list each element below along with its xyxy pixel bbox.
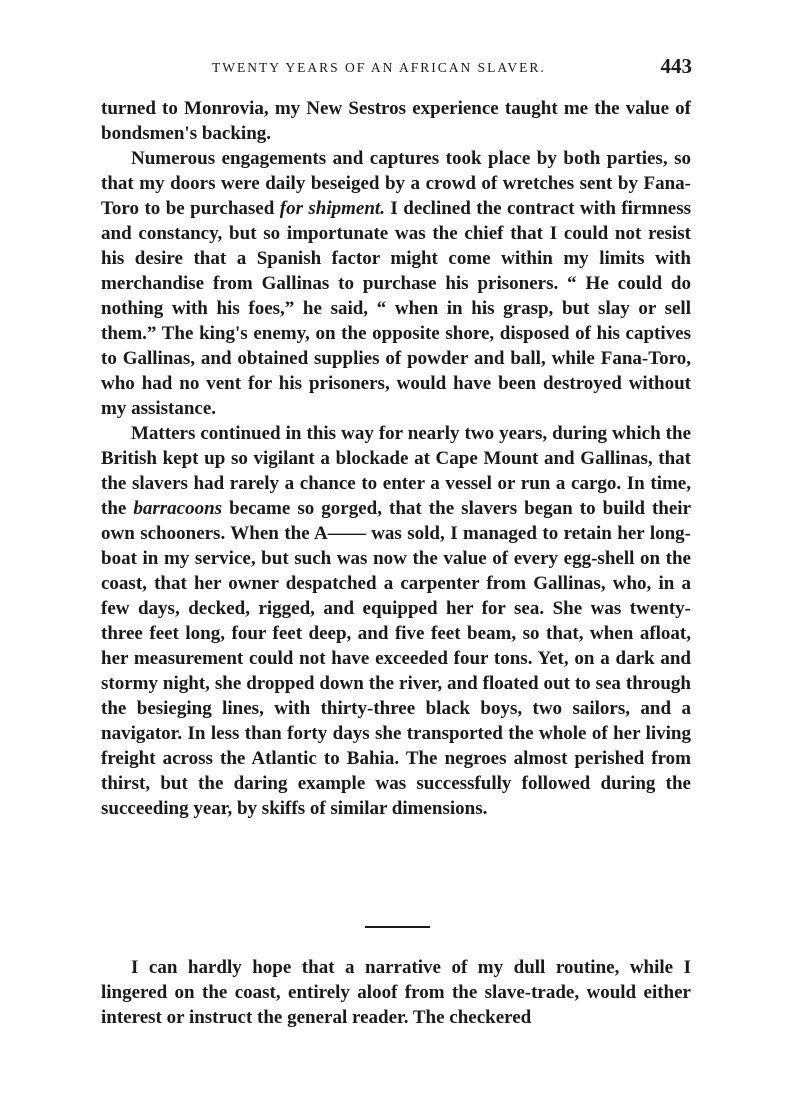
paragraph-continuation: turned to Monrovia, my New Sestros experience taught me the value of bondsmen's backing. [101,98,691,144]
paragraph-text: Numerous engagements and captures took place by both parties, so that my doors were daily beseiged by a crowd of wretches sent by Fana-Toro to be purchased [101,148,691,219]
running-title: TWENTY YEARS OF AN AFRICAN SLAVER. [212,60,546,75]
paragraph-text: I declined the contract with firmness and constancy, but so importunate was the chief that I could not resist his desire that a Spanish factor might come within my limits with merchandise from Gallinas to purchase his prisoners. “ He could do nothing with his foes,” he said, “ when in his grasp, but slay or sell them.” The king's enemy, on the opposite shore, disposed of his captives to Gallinas, and obtained supplies of powder and ball, while Fana-Toro, who had no vent for his prisoners, would have been destroyed without my assistance. [101,198,691,419]
page-header [100,54,692,84]
main-text [101,96,691,821]
section-divider [365,926,430,928]
next-section-text [101,955,691,1030]
paragraph-text: became so gorged, that the slavers began to build their own schooners. When the A—— was sold, I managed to retain her long-boat in my service, but such was now the value of every egg-shell on the coast, that her owner despatched a carpenter from Gallinas, who, in a few days, decked, rigged, and equipped her for sea. She was twenty-three feet long, four feet deep, and five feet beam, so that, when afloat, her measurement could not have exceeded four tons. Yet, on a dark and stormy night, she dropped down the river, and floated out to sea through the besieging lines, with thirty-three black boys, two sailors, and a navigator. In less than forty days she transported the whole of her living freight across the Atlantic to Bahia. The negroes almost perished from thirst, but the daring example was successfully followed during the succeeding year, by skiffs of similar dimensions. [101,498,692,819]
paragraph-engagements [101,146,691,421]
page-number: 443 [660,54,692,78]
paragraph-text: Matters continued in this way for nearly two years, during which the British kept up so vigilant a blockade at Cape Mount and Gallinas, that the slavers had rarely a chance to enter a vessel or run a cargo. In time, the [101,423,691,519]
paragraph-blockade [101,421,691,821]
italic-word: barracoons [133,498,223,519]
italic-phrase: for shipment. [279,198,385,219]
paragraph-narrative: I can hardly hope that a narrative of my dull routine, while I lingered on the coast, entirely aloof from the slave-trade, would either interest or instruct the general reader. The checkered [101,957,691,1028]
